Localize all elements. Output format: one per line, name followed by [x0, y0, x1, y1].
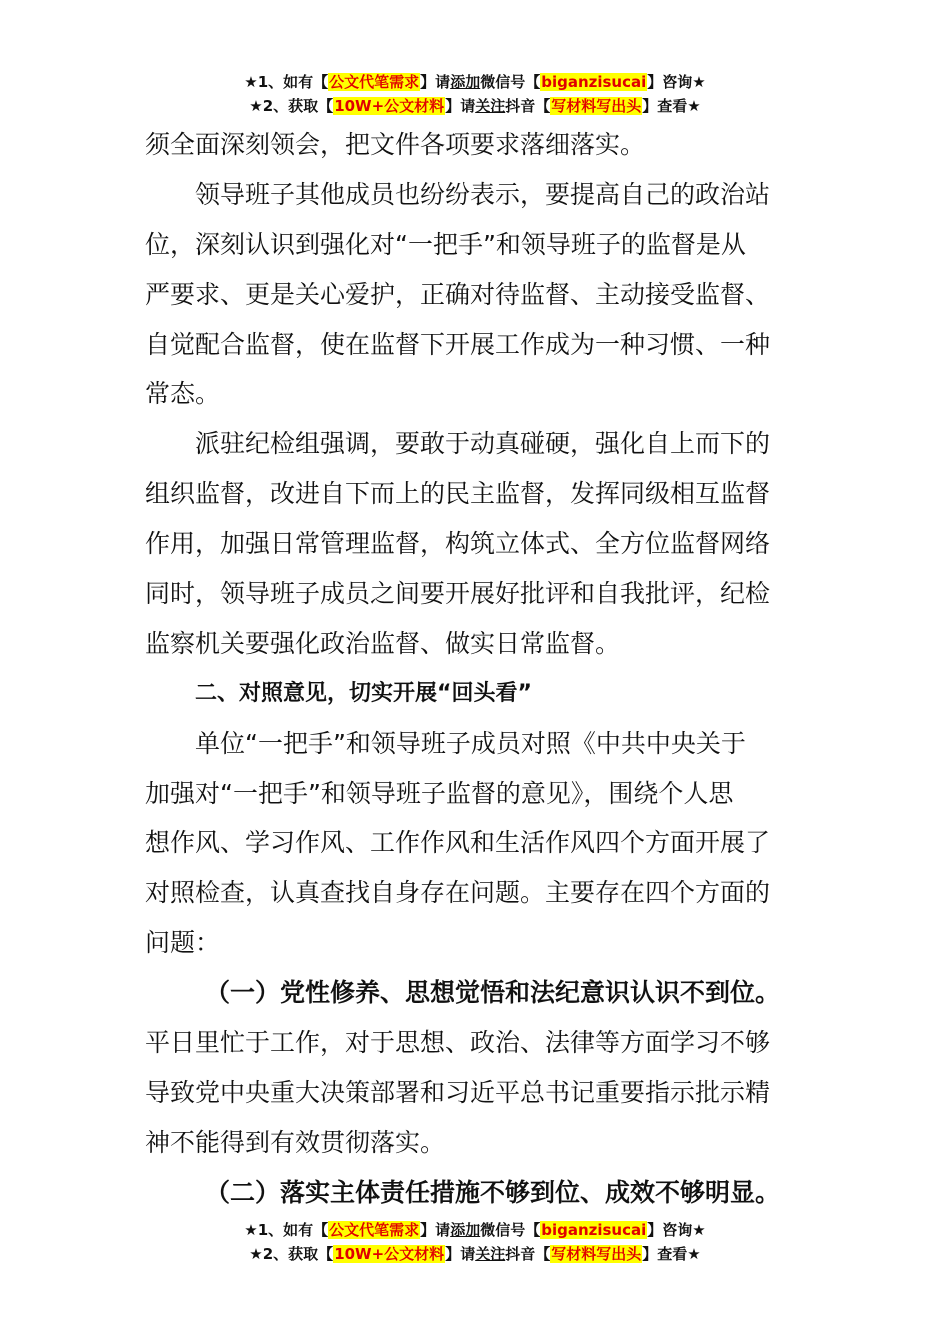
promo-highlight: biganzisucai — [541, 73, 647, 91]
promo-text: ★2、获取【 — [249, 1245, 334, 1263]
text-line: 监察机关要强化政治监督、做实日常监督。 — [145, 628, 621, 658]
promo-line-1 — [0, 70, 950, 94]
promo-line-1 — [0, 1218, 950, 1242]
promo-text: 微信号【 — [480, 1221, 541, 1239]
promo-text: ★1、如有【 — [244, 1221, 329, 1239]
text-line: 导致党中央重大决策部署和习近平总书记重要指示批示精 — [145, 1077, 771, 1107]
promo-highlight: 10W+公文材料 — [334, 97, 445, 115]
promo-underline: 添加 — [450, 1221, 481, 1239]
promo-highlight: 公文代笔需求 — [329, 73, 420, 91]
text-line: 平日里忙于工作，对于思想、政治、法律等方面学习不够 — [145, 1028, 771, 1058]
text-line: 加强对“一把手”和领导班子监督的意见》，围绕个人思 — [145, 778, 734, 808]
subsection-heading: （二）落实主体责任措施不够到位、成效不够明显。 — [205, 1177, 781, 1207]
text-line: 自觉配合监督，使在监督下开展工作成为一种习惯、一种 — [145, 329, 771, 359]
section-heading: 二、对照意见，切实开展“回头看” — [195, 680, 532, 706]
text-line: 神不能得到有效贯彻落实。 — [145, 1127, 446, 1157]
promo-underline: 关注 — [475, 97, 506, 115]
text-line: 单位“一把手”和领导班子成员对照《中共中央关于 — [195, 728, 746, 758]
subsection-heading: （一）党性修养、思想觉悟和法纪意识认识不到位。 — [205, 978, 781, 1008]
promo-text: 抖音【 — [505, 1245, 551, 1263]
text-line: 常态。 — [145, 379, 221, 409]
text-line: 组织监督，改进自下而上的民主监督，发挥同级相互监督 — [145, 479, 771, 509]
document-body — [145, 120, 807, 1218]
text-line: 位，深刻认识到强化对“一把手”和领导班子的监督是从 — [145, 229, 746, 259]
promo-text: 】请 — [420, 1221, 451, 1239]
text-line: 领导班子其他成员也纷纷表示，要提高自己的政治站 — [195, 179, 771, 209]
promo-text: ★1、如有【 — [244, 73, 329, 91]
promo-underline: 关注 — [475, 1245, 506, 1263]
promo-text: 】咨询★ — [647, 73, 706, 91]
text-line: 派驻纪检组强调，要敢于动真碰硬，强化自上而下的 — [195, 429, 771, 459]
promo-underline: 添加 — [450, 73, 481, 91]
promo-highlight: 公文代笔需求 — [329, 1221, 420, 1239]
promo-text: 】咨询★ — [647, 1221, 706, 1239]
promo-banner-bottom — [0, 1218, 950, 1266]
promo-text: 微信号【 — [480, 73, 541, 91]
promo-highlight: 10W+公文材料 — [334, 1245, 445, 1263]
text-line: 须全面深刻领会，把文件各项要求落细落实。 — [145, 130, 646, 159]
promo-text: 】查看★ — [642, 97, 701, 115]
text-line: 对照检查，认真查找自身存在问题。主要存在四个方面的 — [145, 878, 771, 908]
text-line: 严要求、更是关心爱护，正确对待监督、主动接受监督、 — [145, 279, 771, 309]
promo-line-2 — [0, 1242, 950, 1266]
promo-highlight: biganzisucai — [541, 1221, 647, 1239]
promo-text: 】请 — [445, 97, 476, 115]
promo-highlight: 写材料写出头 — [551, 97, 642, 115]
text-line: 作用，加强日常管理监督，构筑立体式、全方位监督网络 — [145, 529, 771, 559]
promo-highlight: 写材料写出头 — [551, 1245, 642, 1263]
text-line: 想作风、学习作风、工作作风和生活作风四个方面开展了 — [145, 828, 771, 858]
text-line: 同时，领导班子成员之间要开展好批评和自我批评，纪检 — [145, 579, 771, 609]
promo-text: 】请 — [445, 1245, 476, 1263]
promo-line-2 — [0, 94, 950, 118]
promo-text: 抖音【 — [505, 97, 551, 115]
promo-banner-top — [0, 70, 950, 118]
promo-text: ★2、获取【 — [249, 97, 334, 115]
text-line: 问题： — [145, 928, 221, 958]
promo-text: 】请 — [420, 73, 451, 91]
promo-text: 】查看★ — [642, 1245, 701, 1263]
